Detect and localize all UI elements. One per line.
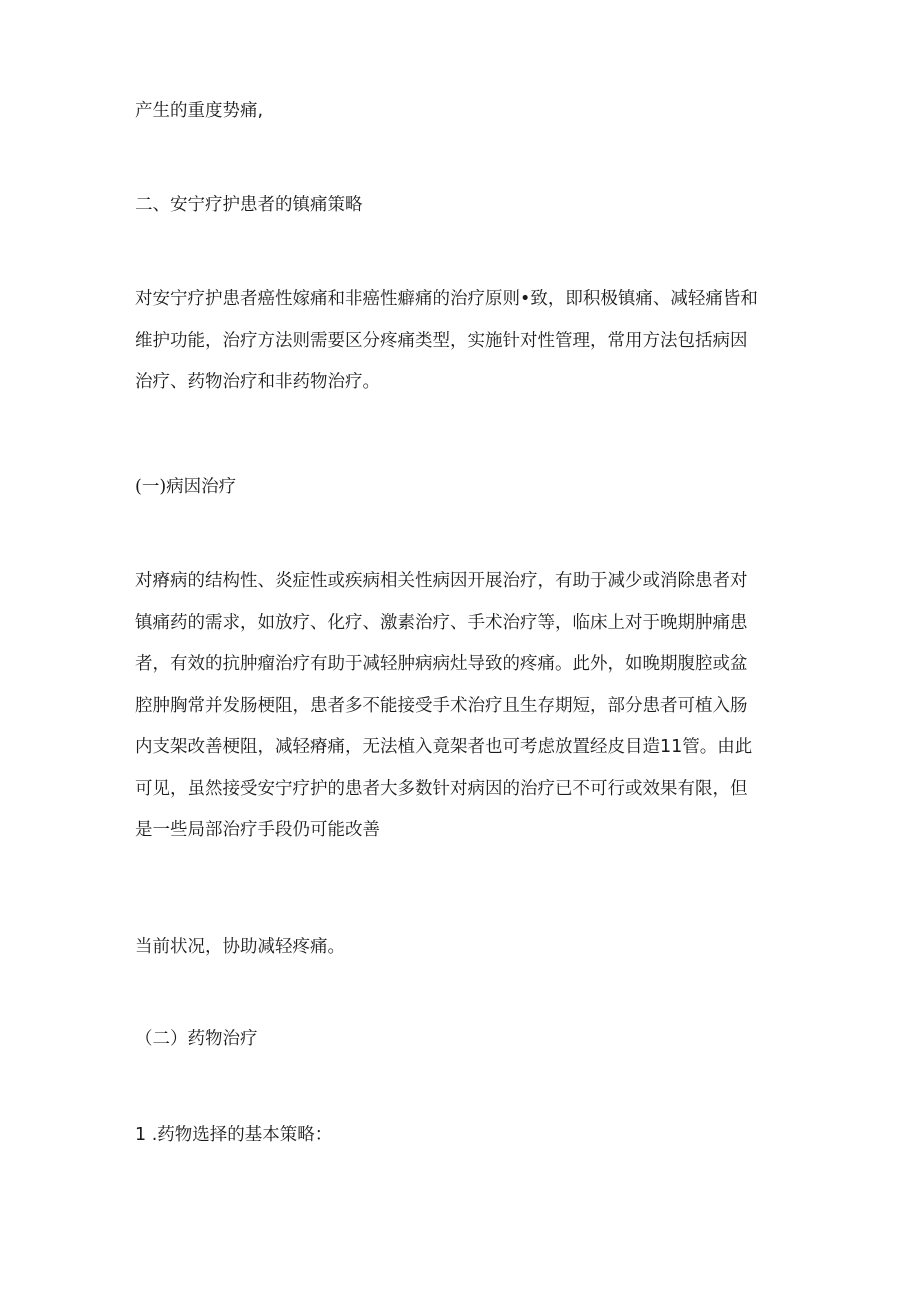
item-heading-drug-selection: 1 .药物选择的基本策略： <box>135 1125 333 1145</box>
paragraph-line: 治疗、药物治疗和非药物治疗。 <box>135 372 380 392</box>
paragraph-line: 维护功能，治疗方法则需要区分疼痛类型，实施针对性管理，常用方法包括病因 <box>135 330 748 351</box>
paragraph-line: 是一些局部治疗手段仍可能改善 <box>135 820 380 840</box>
section-heading-analgesic-strategy: 二、安宁疗护患者的镇痛策略 <box>135 195 363 215</box>
paragraph-line: 内支架改善梗阻，减轻瘠痛，无法植入竟架者也可考虑放置经皮目造11管。由此 <box>135 737 753 757</box>
section-paragraph-principles <box>135 279 758 404</box>
subsection-heading-etiology: (一)病因治疗 <box>135 477 237 497</box>
paragraph-line: 可见，虽然接受安宁疗护的患者大多数针对病因的治疗已不可行或效果有限，但 <box>135 778 748 799</box>
paragraph-line: 腔肿胸常并发肠梗阻，患者多不能接受手术治疗且生存期短，部分患者可植入肠 <box>135 695 748 716</box>
paragraph-line: 镇痛药的需求，如放疗、化疗、激素治疗、手术治疗等，临床上对于晚期肿痛患 <box>135 612 748 633</box>
paragraph-line: 者，有效的抗肿瘤治疗有助于减轻肿病病灶导致的疼痛。此外，如晚期腹腔或盆 <box>135 654 748 674</box>
subsection-paragraph-tail: 当前状况，协助减轻疼痛。 <box>135 937 345 957</box>
paragraph-line: 对瘠病的结构性、炎症性或疾病相关性病因开展治疗，有助于减少或消除患者对 <box>135 571 748 591</box>
paragraph-line: 对安宁疗护患者癌性嫁痛和非癌性癖痛的治疗原则•致，即积极镇痛、减轻痛皆和 <box>135 289 758 309</box>
subsection-paragraph-etiology <box>135 561 752 852</box>
continuation-text: 产生的重度势痛, <box>135 101 264 121</box>
subsection-heading-drug-therapy: （二）药物治疗 <box>135 1029 258 1049</box>
